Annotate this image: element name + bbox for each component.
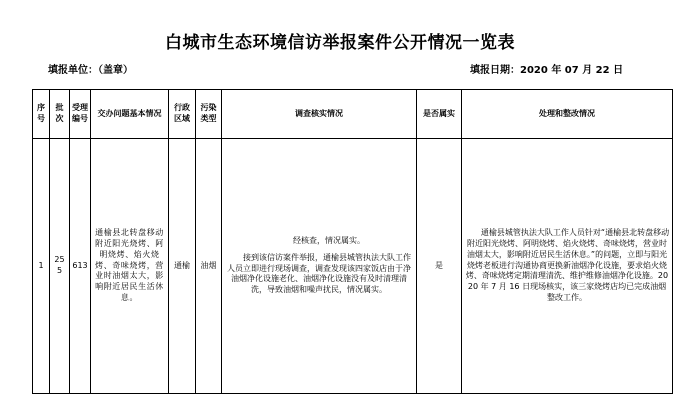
petition-cases-table — [32, 89, 673, 394]
cell-verification — [222, 139, 417, 394]
col-header-batch: 批次 — [50, 90, 70, 139]
col-header-pollution-type: 污染类型 — [196, 90, 222, 139]
col-header-is-true: 是否属实 — [417, 90, 462, 139]
reporting-date-label: 填报日期：2020 年 07 月 22 日 — [470, 65, 624, 76]
table-header-row — [33, 90, 673, 139]
col-header-accept-no: 受理编号 — [70, 90, 91, 139]
verification-conclusion: 经核查，情况属实。 — [293, 236, 365, 245]
verification-detail: 接到该信访案件举报，通榆县城管执法大队工作人员立即进行现场调查，调查发现该四家饭店由于净油烟净化设施老化、油烟净化设施没有及时清理清洗，导致油烟和噪声扰民，情况属实。 — [227, 252, 411, 295]
cell-action — [462, 139, 673, 394]
action-detail: 通榆县城管执法大队工作人员针对“通榆县北转盘移动附近阳光烧烤、阿明烧烤、焰火烧烤、奇味烧烤，营业时油烟太大，影响附近居民生活休息。”的问题，立即与阳光烧烤老板进行沟通协商更换新油烟净化设施，要求焰火烧烤、奇味烧烤定期清理清洗、维护维修油烟净化设施。2020 年 7 月 16 日现场核实，该三家烧烤店均已完成油烟整改工作。 — [465, 228, 670, 302]
page-title: 白城市生态环境信访举报案件公开情况一览表 — [165, 33, 515, 53]
col-header-verification: 调查核实情况 — [222, 90, 417, 139]
cell-seq: 1 — [33, 139, 50, 394]
cell-accept-no: 613 — [70, 139, 91, 394]
reporting-unit-label: 填报单位：（盖章） — [48, 65, 133, 76]
cell-is-true: 是 — [417, 139, 462, 394]
col-header-seq: 序号 — [33, 90, 50, 139]
table-row — [33, 139, 673, 394]
col-header-action: 处理和整改情况 — [462, 90, 673, 139]
cell-issue: 通榆县北转盘移动附近阳光烧烤、阿明烧烤、焰火烧烤、奇味烧烤，营业时油烟太大，影响附近居民生活休息。 — [91, 139, 169, 394]
cell-pollution-type: 油烟 — [196, 139, 222, 394]
cell-region: 通榆 — [169, 139, 196, 394]
col-header-region: 行政区域 — [169, 90, 196, 139]
col-header-issue: 交办问题基本情况 — [91, 90, 169, 139]
cell-batch: 255 — [50, 139, 70, 394]
